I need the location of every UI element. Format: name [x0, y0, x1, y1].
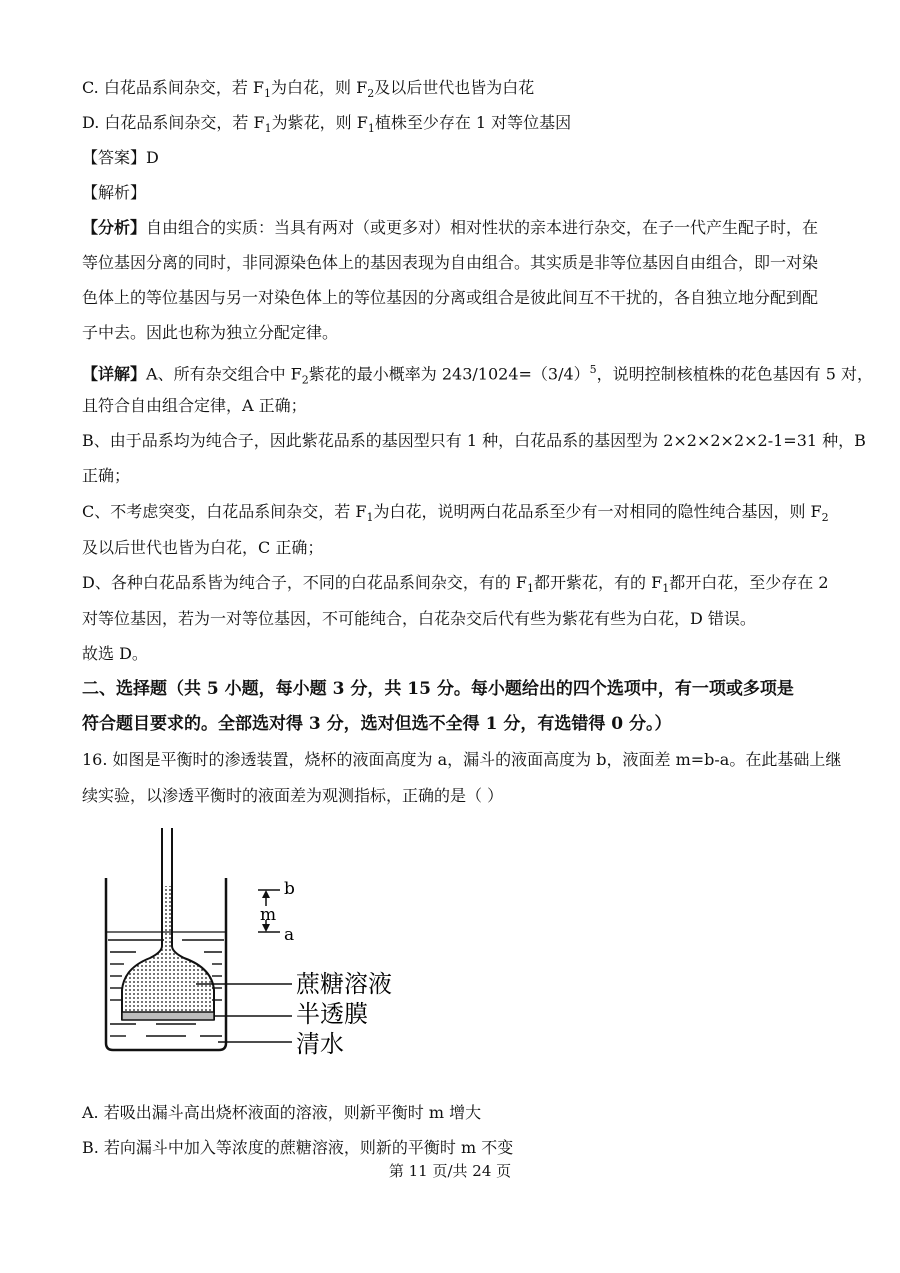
detail-b-line: B、由于品系均为纯合子，因此紫花品系的基因型只有 1 种，白花品系的基因型为 2×2×2×2×2-1=31 种，B: [82, 431, 866, 450]
label-m: m: [260, 905, 277, 925]
option-c-previous: C. 白花品系间杂交，若 $F_1$为白花，则 $F_2$及以后世代也皆为白花: [82, 78, 535, 101]
label-b: b: [284, 879, 295, 899]
analysis-paragraph-line: 【分析】自由组合的实质：当具有两对（或更多对）相对性状的亲本进行杂交，在子一代产生配子时，在: [82, 218, 819, 237]
answer: 【答案】D: [82, 148, 159, 167]
section-heading: 二、选择题（共 5 小题，每小题 3 分，共 15 分。每小题给出的四个选项中，有一项或多项是: [82, 679, 794, 699]
analysis-heading: 【解析】: [82, 183, 147, 202]
m-arrowhead-up: [262, 890, 270, 898]
analysis-paragraph-line: 等位基因分离的同时，非同源染色体上的基因表现为自由组合。其实质是非等位基因自由组合，即一对染: [82, 253, 819, 272]
semi-permeable-membrane: [122, 1012, 214, 1020]
section-heading: 符合题目要求的。全部选对得 3 分，选对但选不全得 1 分，有选错得 0 分。）: [82, 714, 672, 734]
detail-a-line: 【详解】A、所有杂交组合中 $F_2$紫花的最小概率为 $243/1024=(3/4)^5$，说明控制核植株的花色基因有 5 对，: [82, 363, 874, 387]
question-16-stem: 16. 如图是平衡时的渗透装置，烧杯的液面高度为 a，漏斗的液面高度为 b，液面差 m=b-a。在此基础上继: [82, 750, 842, 769]
analysis-paragraph-line: 子中去。因此也称为独立分配定律。: [82, 323, 339, 342]
sucrose-solution-fill: [122, 886, 214, 1014]
detail-d-line: 对等位基因，若为一对等位基因，不可能纯合，白花杂交后代有些为紫花有些为白花，D 错误。: [82, 609, 756, 628]
conclusion: 故选 D。: [82, 644, 148, 663]
detail-a-line: 且符合自由组合定律，A 正确；: [82, 396, 307, 415]
detail-d-line: D、各种白花品系皆为纯合子，不同的白花品系间杂交，有的 $F_1$都开紫花，有的 $F_1$都开白花，至少存在 2: [82, 573, 829, 596]
label-a: a: [284, 925, 295, 945]
detail-b-line: 正确；: [82, 466, 131, 485]
option-a: A. 若吸出漏斗高出烧杯液面的溶液，则新平衡时 m 增大: [82, 1103, 482, 1122]
question-16-stem: 续实验，以渗透平衡时的液面差为观测指标，正确的是（ ）: [82, 786, 504, 805]
label-clear-water: 清水: [296, 1030, 344, 1058]
option-b: B. 若向漏斗中加入等浓度的蔗糖溶液，则新的平衡时 m 不变: [82, 1138, 514, 1157]
page-footer: 第 11 页/共 24 页: [388, 1162, 512, 1180]
label-sucrose-solution: 蔗糖溶液: [296, 970, 392, 998]
label-semi-permeable-membrane: 半透膜: [296, 1000, 368, 1028]
analysis-paragraph-line: 色体上的等位基因与另一对染色体上的等位基因的分离或组合是彼此间互不干扰的，各自独立地分配到配: [82, 288, 819, 307]
detail-c-line: 及以后世代也皆为白花，C 正确；: [82, 538, 324, 557]
osmosis-apparatus-diagram: [96, 828, 436, 1058]
detail-c-line: C、不考虑突变，白花品系间杂交，若 $F_1$为白花，说明两白花品系至少有一对相同的隐性纯合基因，则 $F_2$: [82, 502, 829, 525]
m-arrowhead-down: [262, 924, 270, 932]
option-d-previous: D. 白花品系间杂交，若 $F_1$为紫花，则 $F_1$植株至少存在 1 对等位基因: [82, 113, 572, 136]
